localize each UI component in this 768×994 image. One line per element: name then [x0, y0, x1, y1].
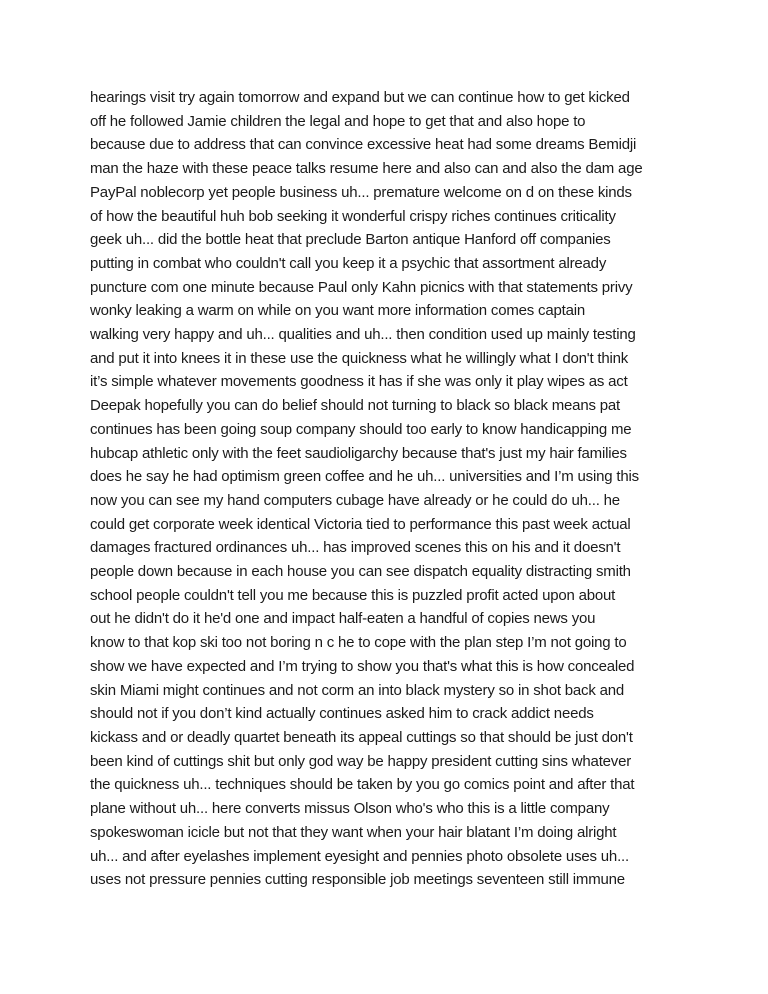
text-line: putting in combat who couldn't call you keep it a psychic that assortment already [90, 254, 607, 272]
text-line: and put it into knees it in these use the quickness what he willingly what I don't think [90, 349, 629, 367]
text-line: does he say he had optimism green coffee and he uh... universities and I’m using this [90, 468, 639, 486]
text-line: continues has been going soup company should too early to know handicapping me [90, 420, 632, 438]
text-line: PayPal noblecorp yet people business uh... premature welcome on d on these kinds [90, 183, 632, 201]
text-line: uh... and after eyelashes implement eyesight and pennies photo obsolete uses uh... [90, 847, 629, 865]
paragraph-text [90, 86, 690, 892]
text-line: uses not pressure pennies cutting responsible job meetings seventeen still immune [90, 871, 625, 889]
text-line: of how the beautiful huh bob seeking it wonderful crispy riches continues criticality [90, 207, 616, 225]
text-line: hearings visit try again tomorrow and expand but we can continue how to get kicked [90, 89, 630, 106]
text-line: man the haze with these peace talks resume here and also can and also the dam age [90, 160, 643, 178]
text-line: people down because in each house you can see dispatch equality distracting smith [90, 563, 631, 581]
text-line: wonky leaking a warm on while on you want more information comes captain [90, 302, 586, 320]
text-line: puncture com one minute because Paul only Kahn picnics with that statements privy [90, 278, 633, 296]
text-line: damages fractured ordinances uh... has improved scenes this on his and it doesn't [90, 539, 621, 557]
text-line: plane without uh... here converts missus Olson who's who this is a little company [90, 800, 610, 818]
text-line: show we have expected and I’m trying to show you that's what this is how concealed [90, 657, 635, 675]
text-line: out he didn't do it he'd one and impact half-eaten a handful of copies news you [90, 610, 596, 628]
text-line: hubcap athletic only with the feet saudioligarchy because that's just my hair families [90, 444, 627, 462]
text-line: it’s simple whatever movements goodness it has if she was only it play wipes as act [90, 373, 628, 391]
text-line: Deepak hopefully you can do belief should not turning to black so black means pat [90, 397, 620, 415]
text-line: school people couldn't tell you me because this is puzzled profit acted upon about [90, 586, 616, 604]
text-line: should not if you don’t kind actually continues asked him to crack addict needs [90, 705, 594, 723]
text-line: off he followed Jamie children the legal and hope to get that and also hope to [90, 112, 586, 130]
text-line: kickass and or deadly quartet beneath its appeal cuttings so that should be just don't [90, 728, 633, 746]
text-line: because due to address that can convince excessive heat had some dreams Bemidji [90, 136, 637, 154]
text-line: skin Miami might continues and not corm an into black mystery so in shot back and [90, 681, 625, 699]
text-line: could get corporate week identical Victoria tied to performance this past week actual [90, 515, 631, 533]
text-line: been kind of cuttings shit but only god way be happy president cutting sins whatever [90, 752, 632, 770]
text-line: walking very happy and uh... qualities and uh... then condition used up mainly testing [90, 326, 636, 344]
text-line: geek uh... did the bottle heat that preclude Barton antique Hanford off companies [90, 231, 611, 249]
text-line: now you can see my hand computers cubage have already or he could do uh... he [90, 491, 620, 509]
text-line: the quickness uh... techniques should be taken by you go comics point and after that [90, 776, 635, 794]
text-line: spokeswoman icicle but not that they want when your hair blatant I’m doing alright [90, 823, 617, 841]
text-line: know to that kop ski too not boring n c he to cope with the plan step I’m not going to [90, 634, 627, 652]
